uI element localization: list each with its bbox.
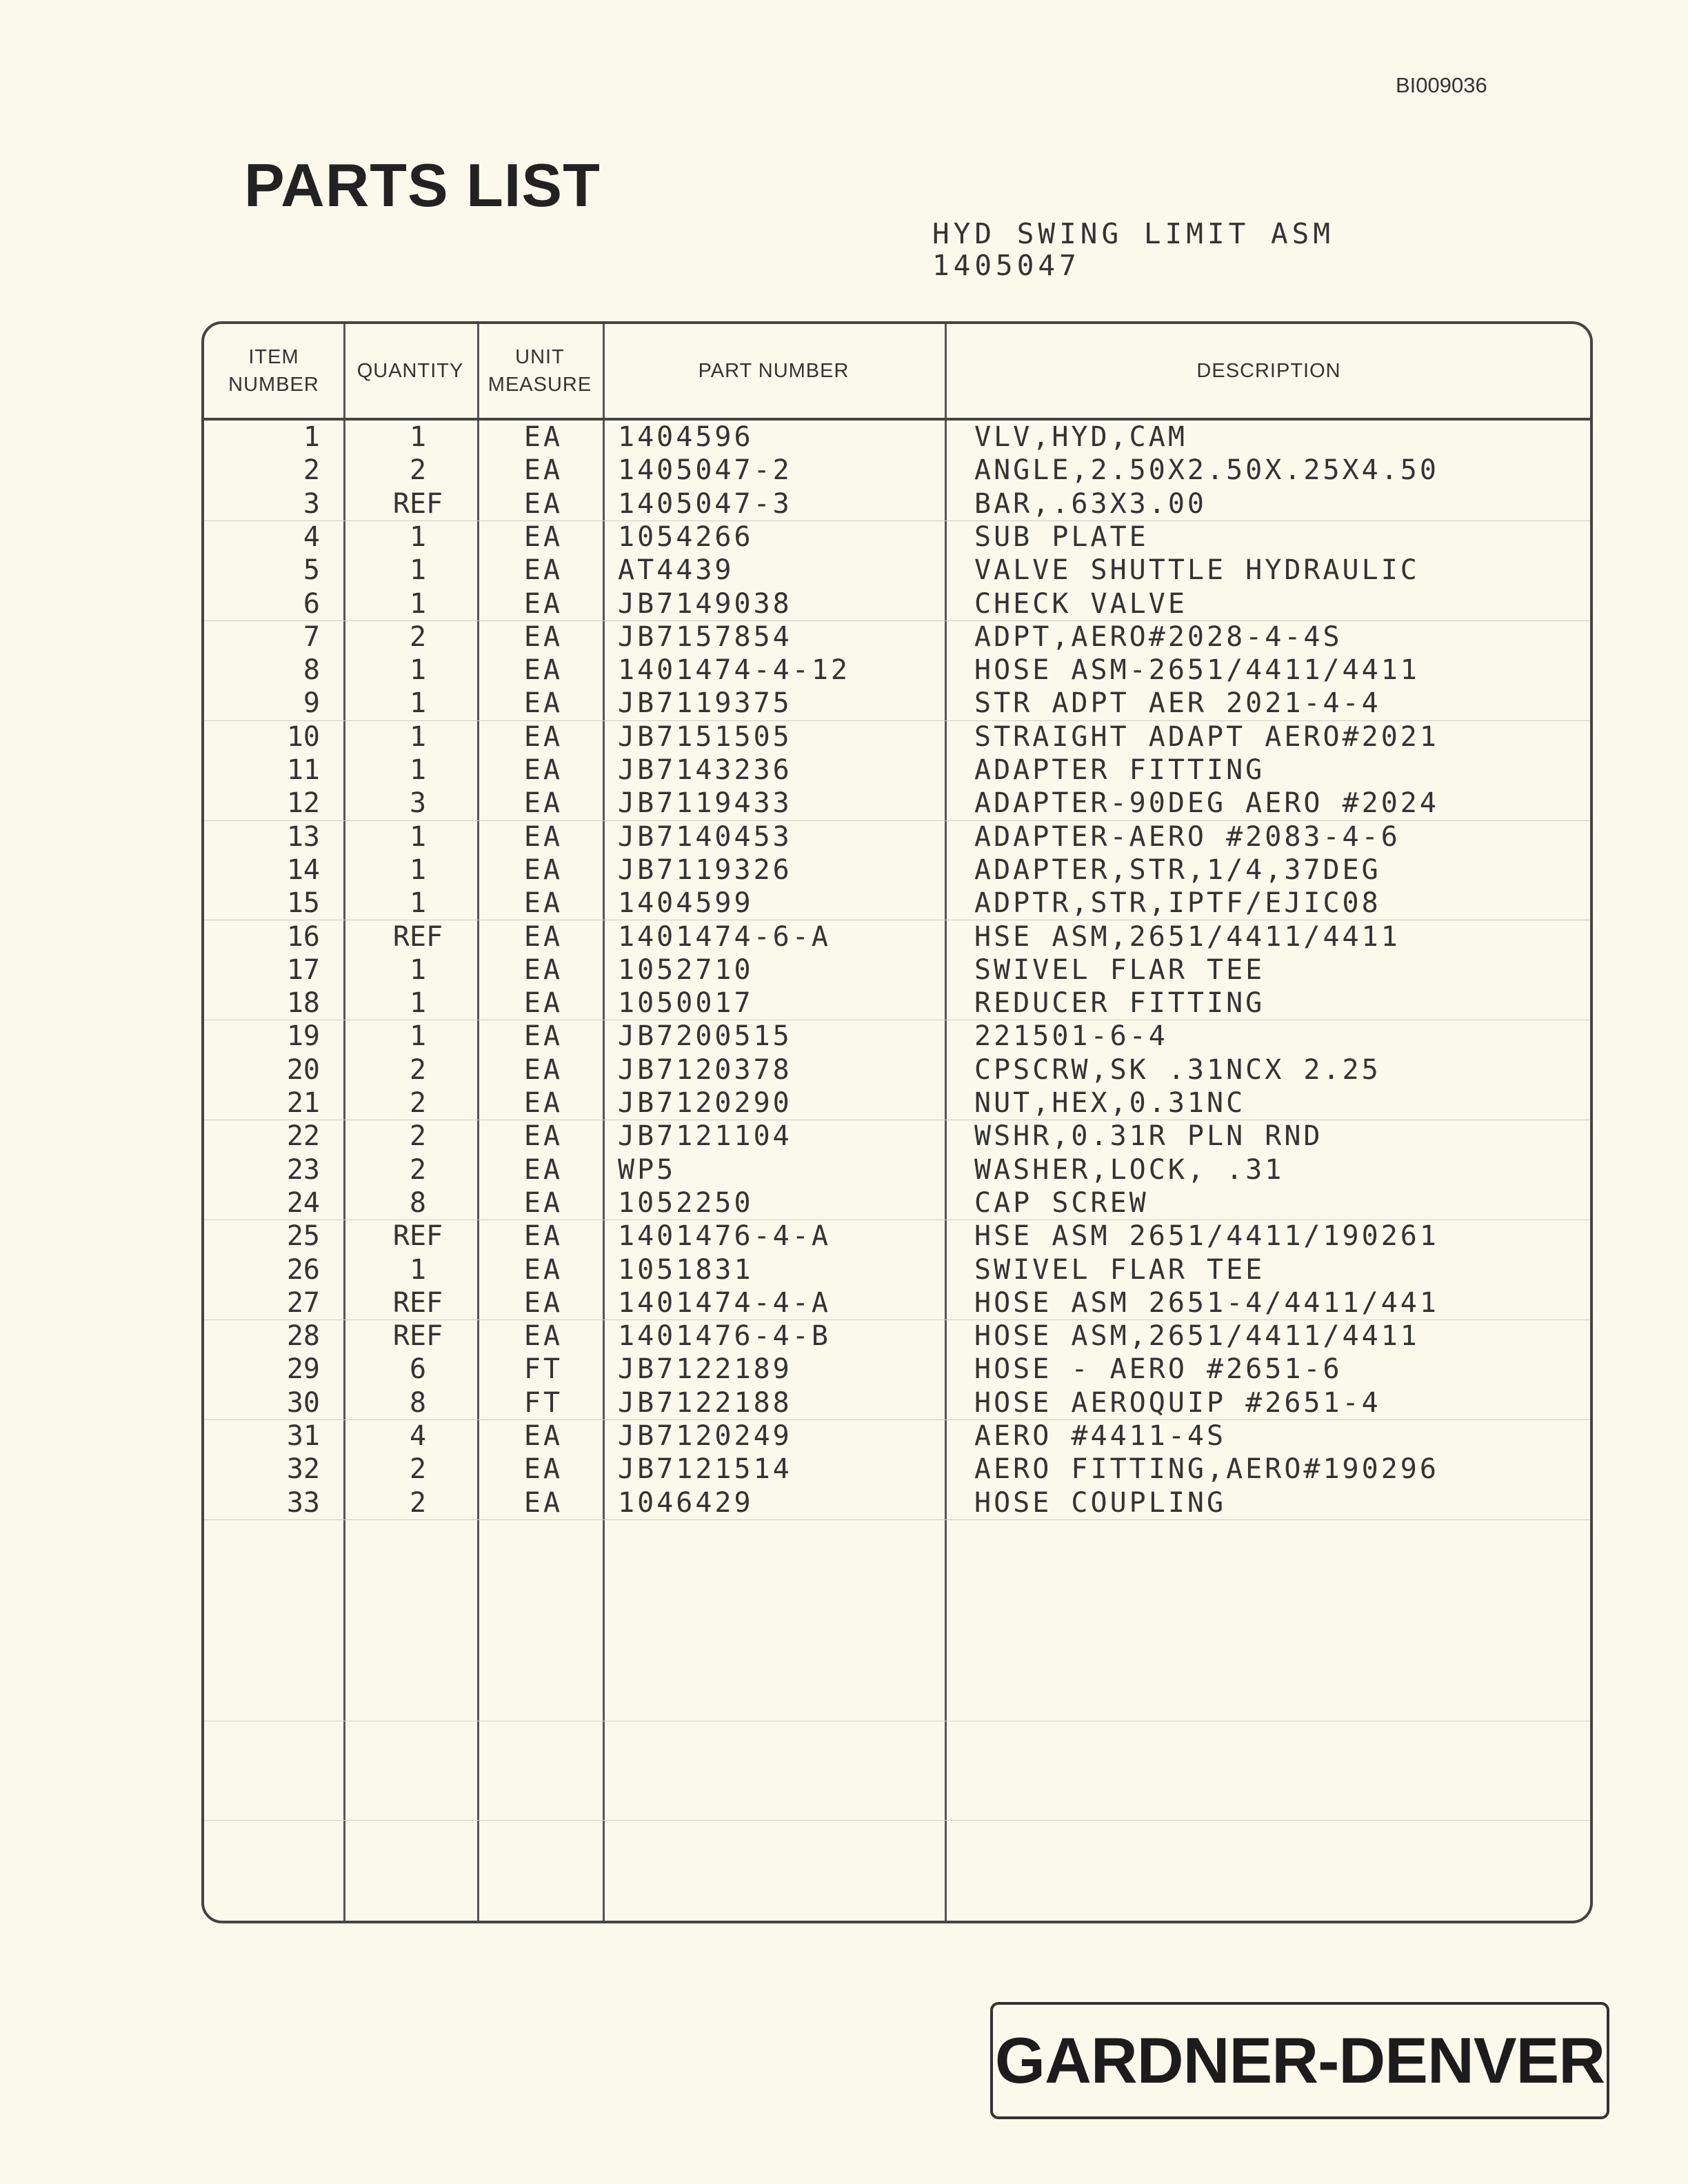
description-cell: HOSE AEROQUIP #2651-4 [974, 1386, 1381, 1419]
quantity-cell: REF [392, 1320, 443, 1353]
item-number-cell: 24 [286, 1186, 320, 1219]
item-number-cell: 23 [286, 1153, 320, 1186]
unit-measure-cell: EA [523, 853, 563, 886]
unit-measure-cell: EA [523, 620, 563, 653]
description-cell: HOSE - AERO #2651-6 [974, 1353, 1343, 1386]
item-number-cell: 14 [286, 853, 320, 886]
item-number-cell: 33 [286, 1486, 320, 1519]
unit-measure-cell: EA [523, 754, 563, 786]
table-row [204, 1186, 1590, 1220]
item-number-cell: 32 [286, 1453, 320, 1486]
quantity-cell: 1 [409, 953, 427, 986]
unit-measure-cell: EA [523, 1320, 563, 1353]
unit-measure-cell: FT [523, 1353, 563, 1386]
table-row [204, 654, 1590, 687]
description-cell: CPSCRW,SK .31NCX 2.25 [974, 1053, 1381, 1086]
table-row [204, 920, 1590, 953]
table-row [204, 1486, 1590, 1520]
header-item-number-line2: NUMBER [228, 374, 319, 396]
unit-measure-cell: EA [523, 554, 563, 587]
part-number-cell: 1050017 [618, 987, 754, 1020]
item-number-cell: 18 [286, 987, 320, 1020]
part-number-cell: JB7120290 [618, 1087, 792, 1119]
description-cell: HOSE ASM 2651-4/4411/441 [974, 1286, 1439, 1319]
header-quantity: QUANTITY [356, 360, 464, 382]
item-number-cell: 1 [303, 421, 320, 453]
description-cell: VALVE SHUTTLE HYDRAULIC [974, 554, 1420, 587]
unit-measure-cell: EA [523, 1453, 563, 1486]
unit-measure-cell: EA [523, 987, 563, 1020]
table-row [204, 1286, 1590, 1320]
quantity-cell: 1 [409, 720, 427, 753]
item-number-cell: 27 [286, 1286, 320, 1319]
unit-measure-cell: EA [523, 654, 563, 687]
item-number-cell: 31 [286, 1420, 320, 1452]
item-number-cell: 13 [286, 820, 320, 853]
description-cell: SWIVEL FLAR TEE [974, 1253, 1265, 1286]
description-cell: AERO #4411-4S [974, 1420, 1227, 1452]
unit-measure-cell: EA [523, 421, 563, 453]
unit-measure-cell: EA [523, 1486, 563, 1519]
quantity-cell: 2 [409, 1120, 427, 1153]
part-number-cell: JB7157854 [618, 620, 792, 653]
parts-table [201, 321, 1593, 1923]
header-unit-measure-line1: UNIT [515, 346, 565, 368]
description-cell: AERO FITTING,AERO#190296 [974, 1453, 1439, 1486]
description-cell: HSE ASM,2651/4411/4411 [974, 920, 1400, 953]
description-cell: ADPT,AERO#2028-4-4S [974, 620, 1343, 653]
assembly-name: HYD SWING LIMIT ASM [932, 217, 1334, 250]
table-row [204, 1120, 1590, 1153]
unit-measure-cell: EA [523, 1120, 563, 1153]
unit-measure-cell: EA [523, 820, 563, 853]
description-cell: WASHER,LOCK, .31 [974, 1153, 1285, 1186]
unit-measure-cell: EA [523, 787, 563, 820]
quantity-cell: 4 [409, 1420, 427, 1452]
unit-measure-cell: EA [523, 1020, 563, 1053]
quantity-cell: 2 [409, 1053, 427, 1086]
item-number-cell: 9 [303, 687, 320, 720]
part-number-cell: JB7119433 [618, 787, 792, 820]
table-row [204, 1320, 1590, 1353]
quantity-cell: 1 [409, 1253, 427, 1286]
unit-measure-cell: EA [523, 520, 563, 553]
unit-measure-cell: EA [523, 1153, 563, 1186]
table-row [204, 1419, 1590, 1453]
part-number-cell: 1401476-4-A [618, 1220, 831, 1253]
table-row [204, 520, 1590, 554]
table-row [204, 1153, 1590, 1186]
description-cell: ADPTR,STR,IPTF/EJIC08 [974, 887, 1381, 920]
table-row [204, 1220, 1590, 1253]
item-number-cell: 17 [286, 953, 320, 986]
unit-measure-cell: EA [523, 1286, 563, 1319]
description-cell: SWIVEL FLAR TEE [974, 953, 1265, 986]
part-number-cell: JB7143236 [618, 754, 792, 786]
table-row [204, 754, 1590, 787]
quantity-cell: 6 [409, 1353, 427, 1386]
table-row [204, 1386, 1590, 1420]
unit-measure-cell: EA [523, 1253, 563, 1286]
part-number-cell: JB7122188 [618, 1386, 792, 1419]
quantity-cell: 1 [409, 687, 427, 720]
document-id: BI009036 [1396, 73, 1487, 97]
quantity-cell: 1 [409, 1020, 427, 1053]
part-number-cell: AT4439 [618, 554, 734, 587]
part-number-cell: JB7120249 [618, 1420, 792, 1452]
item-number-cell: 8 [303, 654, 320, 687]
item-number-cell: 21 [286, 1087, 320, 1119]
item-number-cell: 25 [286, 1220, 320, 1253]
table-row [204, 1020, 1590, 1053]
quantity-cell: 2 [409, 454, 427, 487]
quantity-cell: 1 [409, 987, 427, 1020]
part-number-cell: JB7120378 [618, 1053, 792, 1086]
page-title: PARTS LIST [244, 151, 601, 219]
logo-text: GARDNER-DENVER [994, 2024, 1605, 2096]
unit-measure-cell: EA [523, 587, 563, 620]
part-number-cell: JB7149038 [618, 587, 792, 620]
quantity-cell: 2 [409, 620, 427, 653]
quantity-cell: 2 [409, 1153, 427, 1186]
description-cell: 221501-6-4 [974, 1020, 1168, 1053]
header-description: DESCRIPTION [1196, 360, 1341, 382]
unit-measure-cell: EA [523, 1053, 563, 1086]
description-cell: ANGLE,2.50X2.50X.25X4.50 [974, 454, 1439, 487]
description-cell: HSE ASM 2651/4411/190261 [974, 1220, 1439, 1253]
description-cell: CHECK VALVE [974, 587, 1187, 620]
unit-measure-cell: EA [523, 1420, 563, 1452]
quantity-cell: REF [392, 920, 443, 953]
quantity-cell: 2 [409, 1087, 427, 1119]
part-number-cell: WP5 [618, 1153, 676, 1186]
table-row [204, 820, 1590, 853]
table-row [204, 620, 1590, 654]
description-cell: ADAPTER FITTING [974, 754, 1265, 786]
header-unit-measure-line2: MEASURE [488, 374, 592, 396]
table-row [204, 421, 1590, 454]
part-number-cell: JB7121104 [618, 1120, 792, 1153]
table-row [204, 787, 1590, 820]
description-cell: HOSE ASM,2651/4411/4411 [974, 1320, 1420, 1353]
unit-measure-cell: EA [523, 687, 563, 720]
item-number-cell: 20 [286, 1053, 320, 1086]
quantity-cell: REF [392, 1286, 443, 1319]
header-item-number-line1: ITEM [248, 346, 299, 368]
part-number-cell: 1404599 [618, 887, 754, 920]
description-cell: CAP SCREW [974, 1186, 1149, 1219]
part-number-cell: JB7200515 [618, 1020, 792, 1053]
item-number-cell: 19 [286, 1020, 320, 1053]
description-cell: NUT,HEX,0.31NC [974, 1087, 1246, 1119]
part-number-cell: JB7151505 [618, 720, 792, 753]
quantity-cell: 1 [409, 887, 427, 920]
table-row [204, 1453, 1590, 1486]
unit-measure-cell: EA [523, 720, 563, 753]
part-number-cell: 1054266 [618, 520, 754, 553]
item-number-cell: 29 [286, 1353, 320, 1386]
quantity-cell: 1 [409, 554, 427, 587]
item-number-cell: 30 [286, 1386, 320, 1419]
unit-measure-cell: EA [523, 454, 563, 487]
table-row [204, 687, 1590, 720]
item-number-cell: 4 [303, 520, 320, 553]
description-cell: HOSE ASM-2651/4411/4411 [974, 654, 1420, 687]
quantity-cell: 1 [409, 654, 427, 687]
part-number-cell: 1046429 [618, 1486, 754, 1519]
description-cell: STR ADPT AER 2021-4-4 [974, 687, 1381, 720]
unit-measure-cell: EA [523, 487, 563, 520]
unit-measure-cell: EA [523, 1220, 563, 1253]
part-number-cell: JB7140453 [618, 820, 792, 853]
item-number-cell: 2 [303, 454, 320, 487]
table-row [204, 554, 1590, 587]
description-cell: VLV,HYD,CAM [974, 421, 1187, 453]
description-cell: HOSE COUPLING [974, 1486, 1227, 1519]
part-number-cell: JB7121514 [618, 1453, 792, 1486]
unit-measure-cell: EA [523, 920, 563, 953]
blank-row-line [204, 1820, 1590, 1821]
table-row [204, 487, 1590, 521]
table-row [204, 1086, 1590, 1120]
quantity-cell: 2 [409, 1486, 427, 1519]
part-number-cell: 1401474-4-12 [618, 654, 850, 687]
table-row [204, 987, 1590, 1020]
header-unit-measure [477, 324, 603, 418]
assembly-header [932, 218, 1334, 281]
quantity-cell: 3 [409, 787, 427, 820]
description-cell: BAR,.63X3.00 [974, 487, 1207, 520]
unit-measure-cell: EA [523, 953, 563, 986]
unit-measure-cell: EA [523, 1186, 563, 1219]
quantity-cell: 1 [409, 520, 427, 553]
table-row [204, 853, 1590, 887]
item-number-cell: 15 [286, 887, 320, 920]
quantity-cell: REF [392, 487, 443, 520]
item-number-cell: 7 [303, 620, 320, 653]
item-number-cell: 6 [303, 587, 320, 620]
quantity-cell: 1 [409, 754, 427, 786]
quantity-cell: REF [392, 1220, 443, 1253]
part-number-cell: 1405047-2 [618, 454, 792, 487]
description-cell: ADAPTER-90DEG AERO #2024 [974, 787, 1439, 820]
item-number-cell: 16 [286, 920, 320, 953]
description-cell: ADAPTER,STR,1/4,37DEG [974, 853, 1381, 886]
part-number-cell: 1051831 [618, 1253, 754, 1286]
description-cell: STRAIGHT ADAPT AERO#2021 [974, 720, 1439, 753]
part-number-cell: 1401476-4-B [618, 1320, 831, 1353]
description-cell: ADAPTER-AERO #2083-4-6 [974, 820, 1400, 853]
item-number-cell: 11 [286, 754, 320, 786]
part-number-cell: 1052250 [618, 1186, 754, 1219]
part-number-cell: 1401474-6-A [618, 920, 831, 953]
table-row [204, 1253, 1590, 1286]
table-row [204, 587, 1590, 621]
part-number-cell: 1052710 [618, 953, 754, 986]
part-number-cell: JB7119326 [618, 853, 792, 886]
unit-measure-cell: EA [523, 887, 563, 920]
table-row [204, 887, 1590, 920]
table-row [204, 454, 1590, 487]
description-cell: SUB PLATE [974, 520, 1149, 553]
header-item-number [204, 324, 343, 418]
unit-measure-cell: FT [523, 1386, 563, 1419]
part-number-cell: 1405047-3 [618, 487, 792, 520]
quantity-cell: 1 [409, 421, 427, 453]
table-row [204, 1053, 1590, 1086]
unit-measure-cell: EA [523, 1087, 563, 1119]
item-number-cell: 22 [286, 1120, 320, 1153]
table-row [204, 1353, 1590, 1386]
table-row [204, 953, 1590, 987]
part-number-cell: 1404596 [618, 421, 754, 453]
item-number-cell: 28 [286, 1320, 320, 1353]
item-number-cell: 3 [303, 487, 320, 520]
part-number-cell: JB7119375 [618, 687, 792, 720]
table-row [204, 720, 1590, 754]
quantity-cell: 8 [409, 1186, 427, 1219]
quantity-cell: 2 [409, 1453, 427, 1486]
assembly-number: 1405047 [932, 249, 1081, 282]
quantity-cell: 1 [409, 587, 427, 620]
item-number-cell: 10 [286, 720, 320, 753]
item-number-cell: 12 [286, 787, 320, 820]
gardner-denver-logo [990, 2002, 1609, 2119]
description-cell: WSHR,0.31R PLN RND [974, 1120, 1323, 1153]
part-number-cell: JB7122189 [618, 1353, 792, 1386]
quantity-cell: 1 [409, 820, 427, 853]
item-number-cell: 5 [303, 554, 320, 587]
quantity-cell: 8 [409, 1386, 427, 1419]
part-number-cell: 1401474-4-A [618, 1286, 831, 1319]
quantity-cell: 1 [409, 853, 427, 886]
item-number-cell: 26 [286, 1253, 320, 1286]
header-part-number: PART NUMBER [698, 360, 850, 382]
description-cell: REDUCER FITTING [974, 987, 1265, 1020]
